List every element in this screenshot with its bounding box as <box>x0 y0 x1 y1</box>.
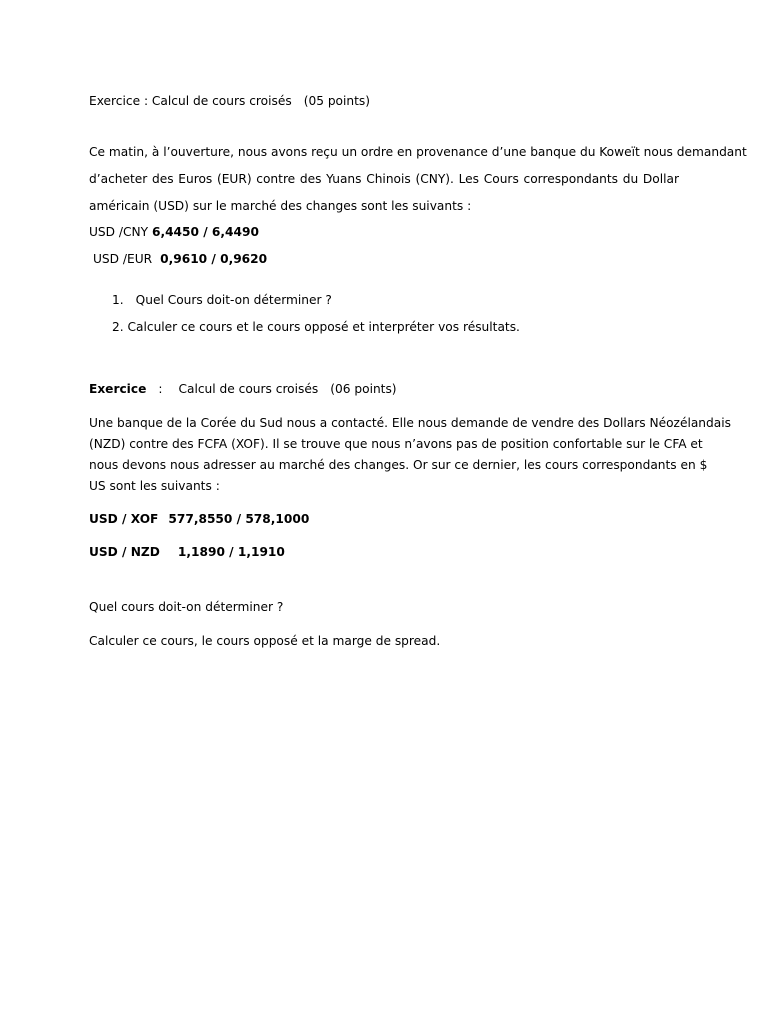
exercise1-rate2-value: 0,9610 / 0,9620 <box>160 252 268 266</box>
exercise2-rate2 <box>89 545 285 560</box>
exercise2-heading <box>89 382 397 397</box>
exercise2-rate1-value: 577,8550 / 578,1000 <box>168 512 310 526</box>
exercise1-points: (05 points) <box>303 94 371 108</box>
exercise1-rate2-pair: USD /EUR <box>93 252 153 266</box>
exercise1-title: Exercice : Calcul de cours croisés <box>89 94 292 108</box>
exercise1-rate1-value: 6,4450 / 6,4490 <box>151 225 259 239</box>
exercise2-paragraph-line3: nous devons nous adresser au marché des changes. Or sur ce dernier, les cours correspondants en $ <box>89 458 708 472</box>
exercise1-heading <box>89 94 370 109</box>
exercise2-rate2-pair: USD / NZD <box>89 545 160 559</box>
exercise2-title: Calcul de cours croisés <box>178 382 319 396</box>
exercise2-question2: Calculer ce cours, le cours opposé et la marge de spread. <box>89 634 441 648</box>
exercise1-rate1 <box>89 225 259 240</box>
exercise1-question1-number: 1. <box>112 293 124 307</box>
exercise2-paragraph-line2: (NZD) contre des FCFA (XOF). Il se trouve que nous n’avons pas de position confortable sur le CFA et <box>89 437 703 451</box>
exercise1-paragraph-line2: d’acheter des Euros (EUR) contre des Yuans Chinois (CNY). Les Cours correspondants du Dollar <box>89 172 679 186</box>
exercise1-paragraph-line3: américain (USD) sur le marché des changes sont les suivants : <box>89 199 472 213</box>
exercise2-rate1-pair: USD / XOF <box>89 512 159 526</box>
exercise2-question1: Quel cours doit-on déterminer ? <box>89 600 284 614</box>
exercise2-rate1 <box>89 512 309 527</box>
exercise2-paragraph-line4: US sont les suivants : <box>89 479 220 493</box>
exercise2-paragraph-line1: Une banque de la Corée du Sud nous a contacté. Elle nous demande de vendre des Dollars Néozélandais <box>89 416 731 430</box>
exercise1-rate2 <box>93 252 267 267</box>
exercise2-points: (06 points) <box>330 382 397 396</box>
exercise2-label: Exercice <box>89 382 147 396</box>
exercise1-rate1-pair: USD /CNY <box>89 225 149 239</box>
exercise1-question1 <box>112 293 332 308</box>
exercise2-colon: : <box>158 382 163 396</box>
exercise1-question2: 2. Calculer ce cours et le cours opposé et interpréter vos résultats. <box>112 320 520 334</box>
exercise2-rate2-value: 1,1890 / 1,1910 <box>177 545 285 559</box>
exercise1-paragraph-line1: Ce matin, à l’ouverture, nous avons reçu un ordre en provenance d’une banque du Koweït nous demandant <box>89 145 747 159</box>
exercise1-question1-text: Quel Cours doit-on déterminer ? <box>135 293 332 307</box>
